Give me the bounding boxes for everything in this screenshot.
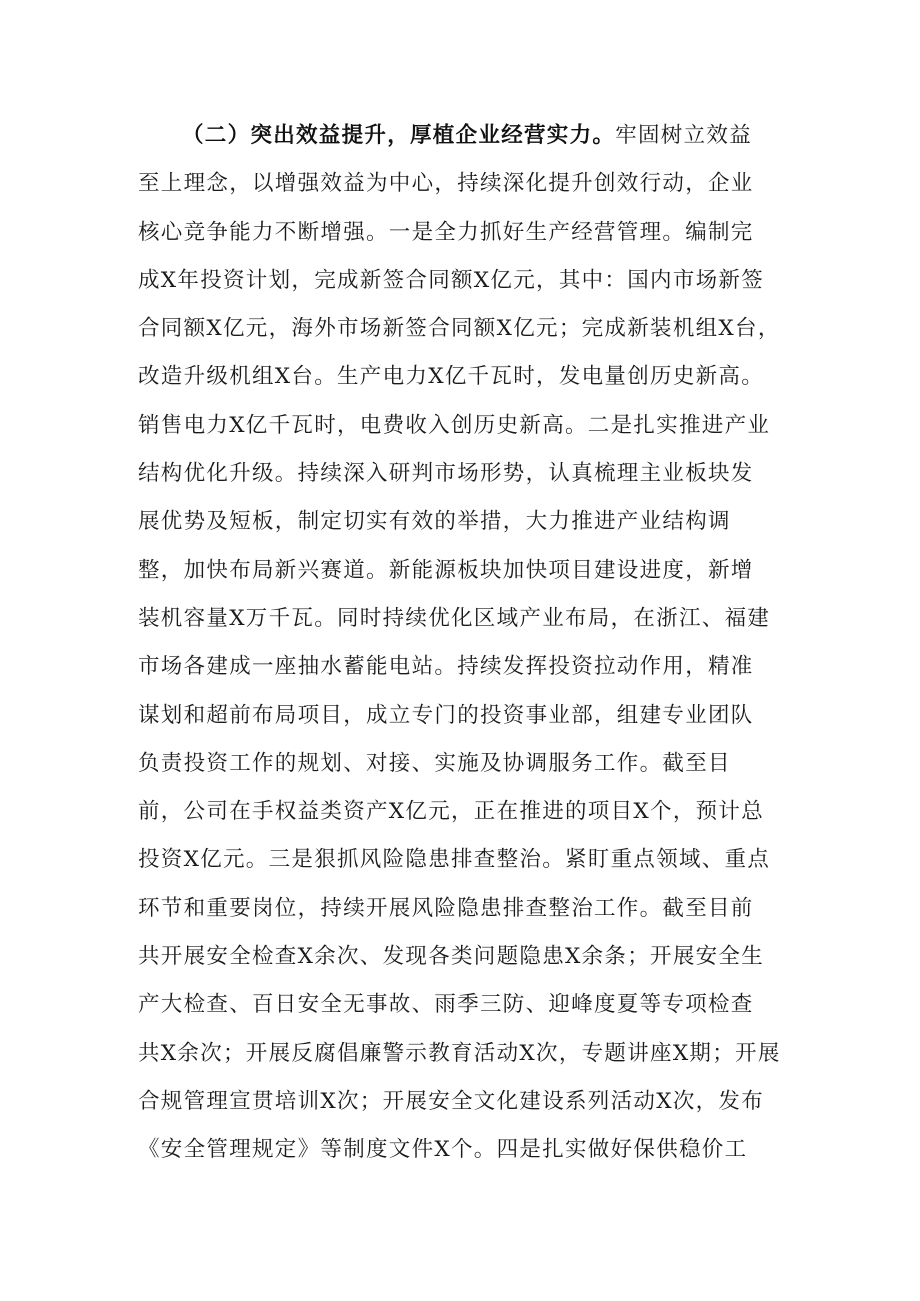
paragraph-line: 共X余次；开展反腐倡廉警示教育活动X次，专题讲座X期；开展 [138, 1040, 781, 1066]
paragraph-line: 结构优化升级。持续深入研判市场形势，认真梳理主业板块发 [138, 461, 754, 487]
paragraph-line: 前，公司在手权益类资产X亿元，正在推进的项目X个，预计总 [138, 799, 765, 825]
paragraph-line: 整，加快布局新兴赛道。新能源板块加快项目建设进度，新增 [138, 557, 754, 583]
paragraph-line: 销售电力X亿千瓦时，电费收入创历史新高。二是扎实推进产业 [138, 412, 771, 438]
paragraph-line [138, 112, 788, 160]
paragraph-line: 环节和重要岗位，持续开展风险隐患排查整治工作。截至目前 [138, 895, 754, 921]
paragraph-line: 装机容量X万千瓦。同时持续优化区域产业布局，在浙江、福建 [138, 605, 771, 631]
paragraph-line: 核心竞争能力不断增强。一是全力抓好生产经营管理。编制完 [138, 219, 754, 245]
paragraph-line: 市场各建成一座抽水蓄能电站。持续发挥投资拉动作用，精准 [138, 654, 754, 680]
body-paragraph [138, 112, 788, 1175]
paragraph-line: 谋划和超前布局项目，成立专门的投资事业部，组建专业团队 [138, 702, 754, 728]
section-heading: （二）突出效益提升，厚植企业经营实力。 [182, 123, 616, 148]
paragraph-line: 至上理念，以增强效益为中心，持续深化提升创效行动，企业 [138, 171, 754, 197]
paragraph-line: 改造升级机组X台。生产电力X亿千瓦时，发电量创历史新高。 [138, 364, 765, 390]
paragraph-line: 展优势及短板，制定切实有效的举措，大力推进产业结构调 [138, 509, 731, 535]
paragraph-line: 合同额X亿元，海外市场新签合同额X亿元；完成新装机组X台， [138, 316, 781, 342]
paragraph-line: 产大检查、百日安全无事故、雨季三防、迎峰度夏等专项检查 [138, 992, 754, 1018]
paragraph-line: 负责投资工作的规划、对接、实施及协调服务工作。截至目 [138, 750, 731, 776]
paragraph-line: 合规管理宣贯培训X次；开展安全文化建设系列活动X次，发布 [138, 1088, 765, 1114]
line-text: 牢固树立效益 [615, 123, 753, 148]
paragraph-line: 成X年投资计划，完成新签合同额X亿元，其中：国内市场新签 [138, 267, 765, 293]
paragraph-line: 投资X亿元。三是狠抓风险隐患排查整治。紧盯重点领域、重点 [138, 847, 771, 873]
paragraph-line: 《安全管理规定》等制度文件X个。四是扎实做好保供稳价工 [138, 1137, 748, 1163]
paragraph-line: 共开展安全检查X余次、发现各类问题隐患X余条；开展安全生 [138, 944, 765, 970]
